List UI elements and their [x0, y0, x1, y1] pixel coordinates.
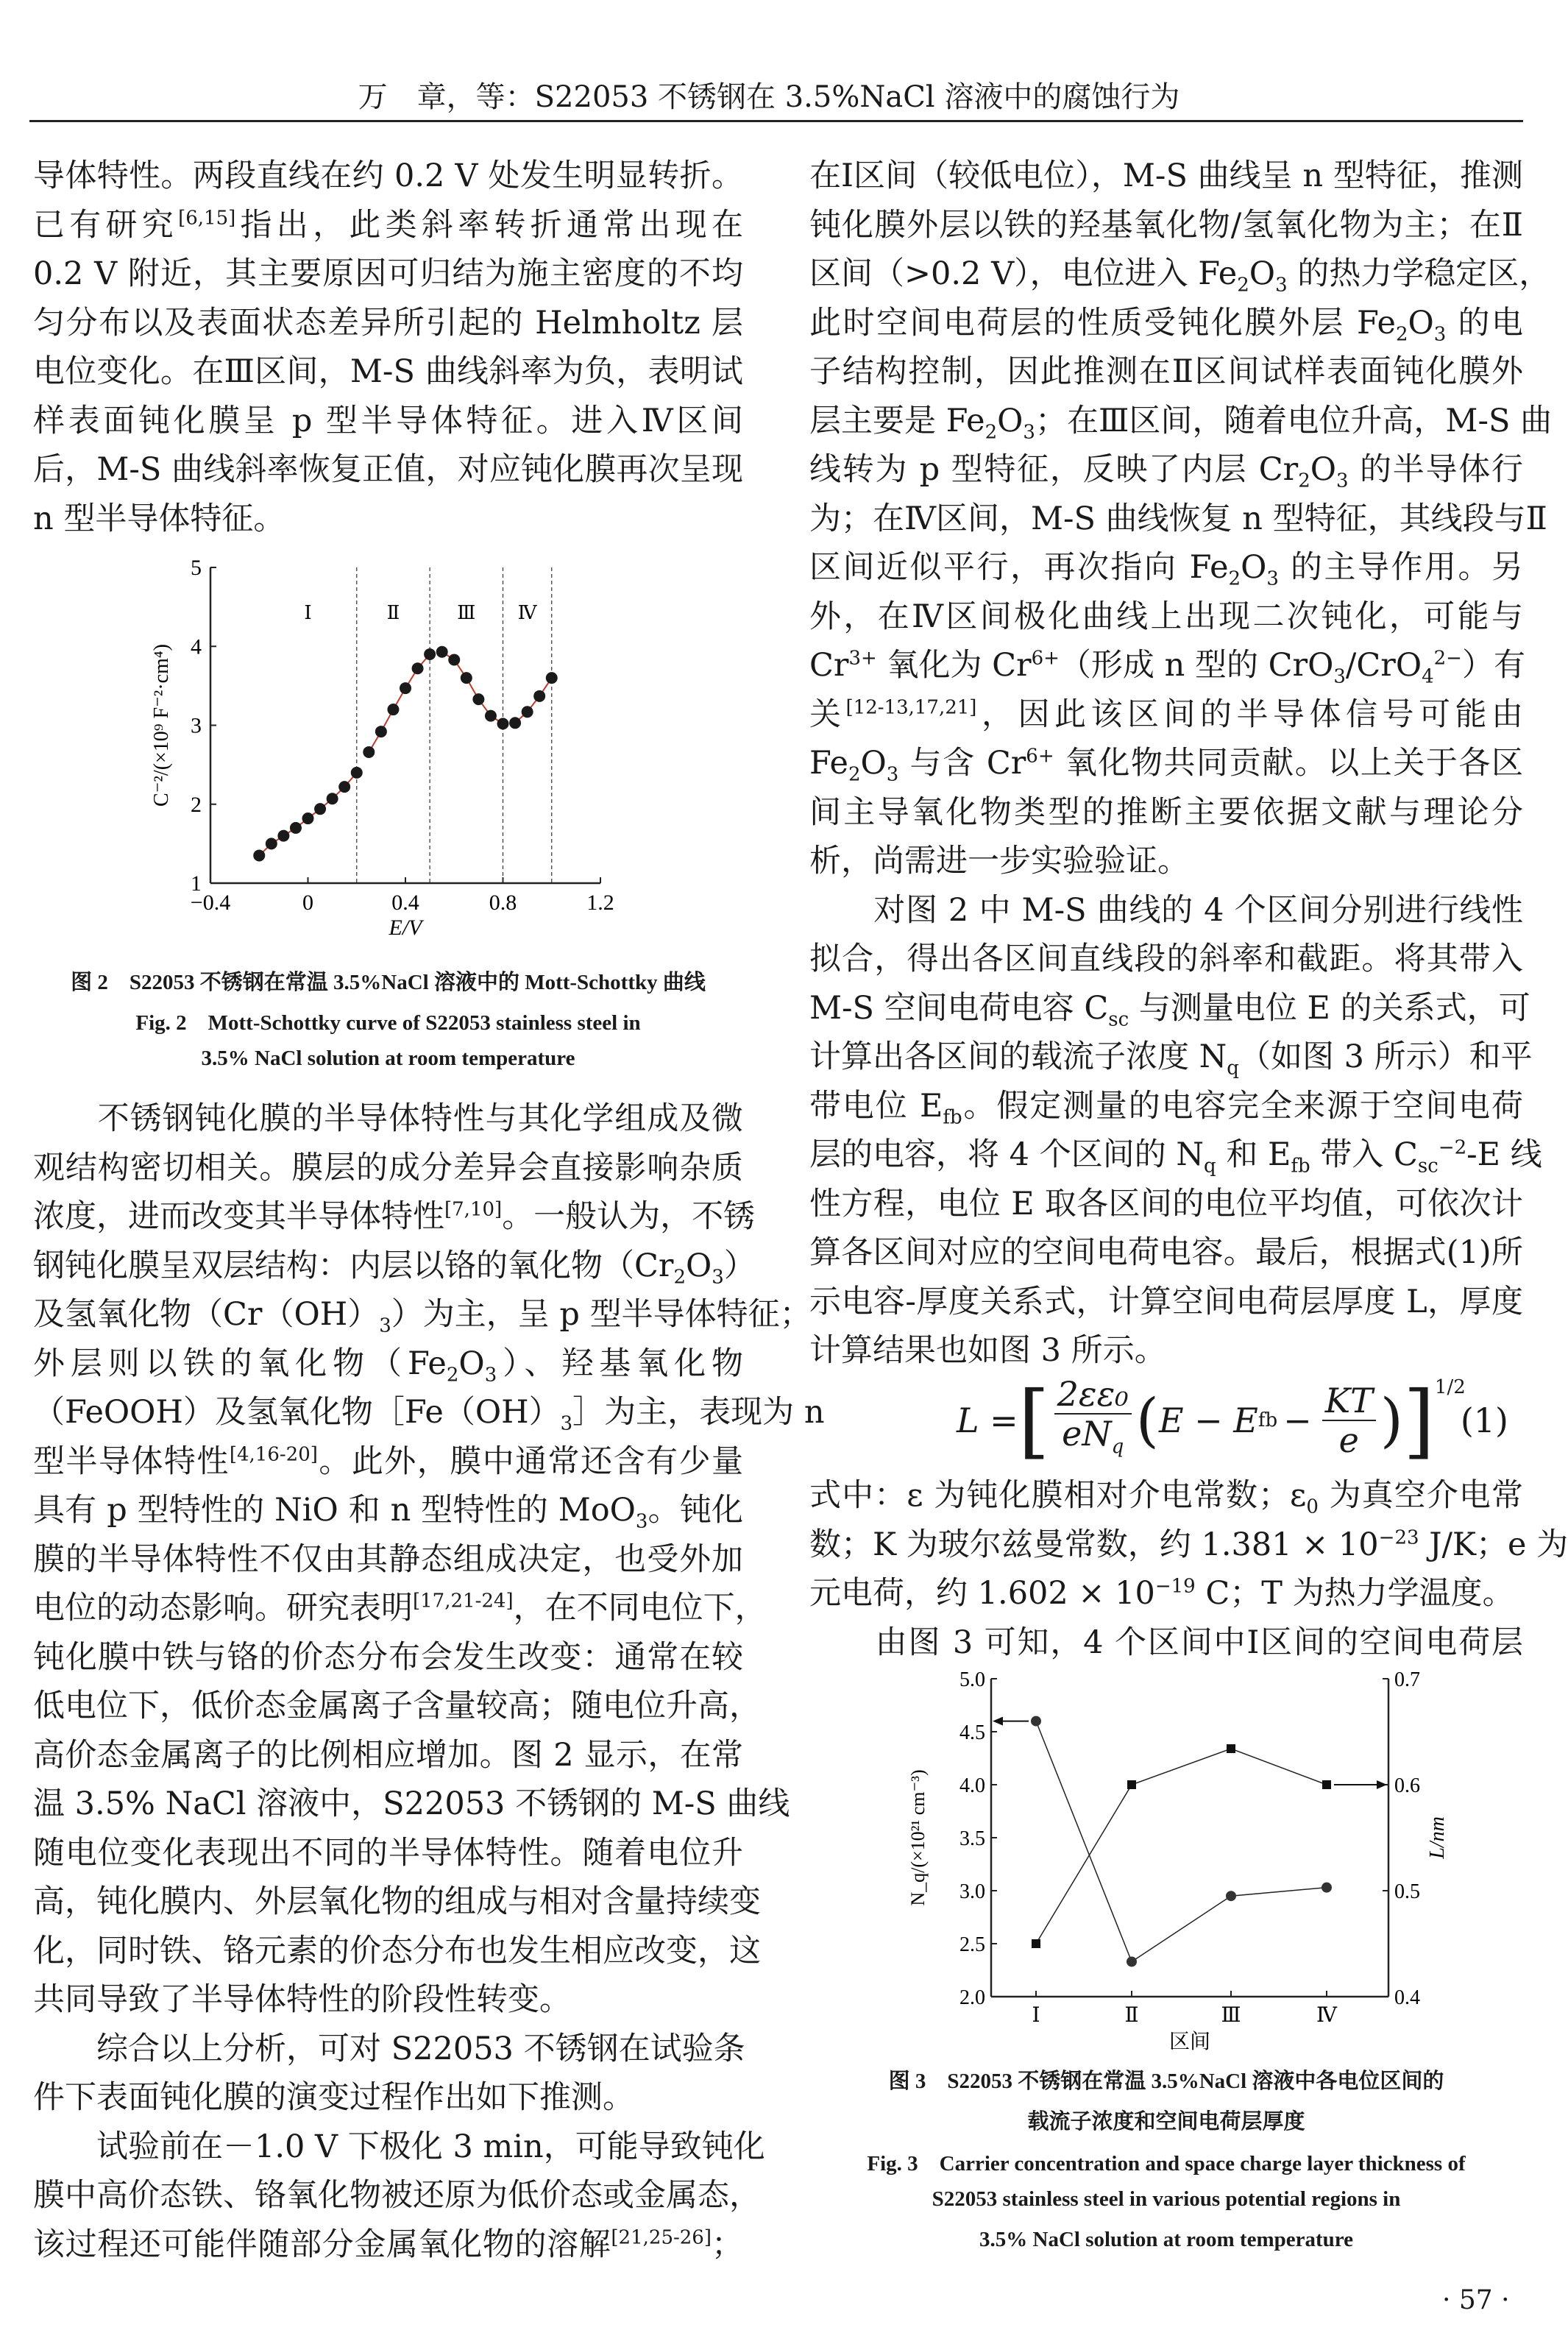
text-line: 间主导氧化物类型的推断主要依据文献与理论分 — [809, 793, 1523, 831]
data-point — [436, 646, 448, 658]
data-point — [327, 793, 338, 804]
data-point — [448, 654, 460, 665]
eq-exponent: 1/2 — [1434, 1376, 1466, 1398]
text-line: 温 3.5% NaCl 溶液中，S22053 不锈钢的 M-S 曲线 — [33, 1785, 790, 1822]
data-point — [485, 710, 497, 722]
category-label: Ⅰ — [1032, 2004, 1040, 2027]
eq-fraction-2 — [1322, 1381, 1376, 1459]
data-point — [290, 822, 302, 834]
text-line: 件下表面钝化膜的演变过程作出如下推测。 — [33, 2079, 634, 2116]
data-point — [522, 706, 533, 718]
text-line: 样表面钝化膜呈 p 型半导体特征。进入Ⅳ区间 — [33, 402, 743, 439]
x-tick-label: 0.8 — [489, 891, 517, 915]
text-line: 电位的动态影响。研究表明[17,21-24]，在不同电位下， — [33, 1590, 767, 1626]
region-label: Ⅲ — [457, 602, 476, 623]
text-line: 及氢氧化物$(Cr(OH)_3)$为主，呈 p 型半导体特征； — [33, 1296, 812, 1337]
data-point — [472, 693, 484, 705]
series-line-L — [1036, 1749, 1327, 1944]
right-y-axis-label: L/nm — [1426, 1816, 1449, 1859]
text-line: 在Ⅰ区间（较低电位），M-S 曲线呈 n 型特征，推测 — [809, 157, 1523, 194]
fig3-caption-cn-2: 载流子浓度和空间电荷层厚度 — [1027, 2110, 1305, 2134]
text-line: 导体特性。两段直线在约 0.2 V 处发生明显转折。 — [33, 157, 743, 194]
text-line: 计算出各区间的载流子浓度 $N_q$（如图 3 所示）和平 — [809, 1038, 1533, 1080]
text-line: 外，在Ⅳ区间极化曲线上出现二次钝化，可能与 — [809, 598, 1523, 635]
text-line: 子结构控制，因此推测在Ⅱ区间试样表面钝化膜外 — [809, 353, 1523, 390]
text-line: M-S 空间电荷电容 $C_{sc}$ 与测量电位 E 的关系式，可 — [809, 989, 1530, 1031]
left-arrowhead-icon — [993, 1717, 1003, 1726]
text-line: 电位变化。在Ⅲ区间，M-S 曲线斜率为负，表明试 — [33, 353, 743, 390]
text-line: 匀分布以及表面状态差异所引起的 Helmholtz 层 — [33, 304, 743, 341]
text-line: 共同导致了半导体特性的阶段性转变。 — [33, 1981, 571, 2018]
text-line: 观结构密切相关。膜层的成分差异会直接影响杂质 — [33, 1149, 743, 1186]
data-point-L — [1127, 1780, 1136, 1789]
fig2-caption-en-1: Fig. 2 Mott-Schottky curve of S22053 stainless steel in — [135, 1011, 641, 1035]
data-point — [351, 767, 363, 779]
left-column-text-top — [33, 152, 743, 543]
text-line: 对图 2 中 M-S 曲线的 4 个区间分别进行线性 — [809, 891, 1523, 929]
header-divider — [29, 120, 1523, 122]
y-tick-label: 4 — [191, 634, 202, 659]
category-label: Ⅳ — [1316, 2004, 1337, 2027]
category-label: Ⅲ — [1221, 2004, 1241, 2027]
equation-1 — [809, 1373, 1523, 1468]
fig2-caption-en-2: 3.5% NaCl solution at room temperature — [201, 1047, 575, 1070]
text-line: 此时空间电荷层的性质受钝化膜外层 $Fe_2O_3$ 的电 — [809, 304, 1523, 346]
right-arrowhead-icon — [1377, 1780, 1387, 1789]
text-line: 关[12-13,17,21]，因此该区间的半导体信号可能由 — [809, 695, 1524, 733]
data-point — [338, 781, 350, 793]
eq-bracket-close: ] — [1402, 1373, 1435, 1468]
text-line: n 型半导体特征。 — [33, 500, 285, 537]
right-column-text-bottom — [809, 1471, 1568, 1667]
data-point-N_q — [1127, 1956, 1137, 1966]
eq-fraction-1 — [1054, 1375, 1132, 1466]
left-y-tick-label: 5.0 — [959, 1668, 985, 1691]
text-line: 后，M-S 曲线斜率恢复正值，对应钝化膜再次呈现 — [33, 451, 743, 488]
right-y-tick-label: 0.4 — [1394, 1986, 1420, 2009]
text-line: 层主要是 $Fe_2O_3$；在Ⅲ区间，随着电位升高，M-S 曲 — [809, 402, 1553, 444]
figure-2-mott-schottky-chart — [147, 548, 751, 946]
y-axis-label: C⁻²/(×10⁹ F⁻²·cm⁴) — [150, 644, 173, 807]
data-point-L — [1032, 1939, 1040, 1948]
equation-number: (1) — [1460, 1401, 1508, 1440]
data-point — [277, 830, 289, 842]
left-y-tick-label: 4.5 — [959, 1721, 985, 1744]
text-line: 为；在Ⅳ区间，M-S 曲线恢复 n 型特征，其线段与Ⅱ — [809, 500, 1547, 537]
left-y-tick-label: 3.5 — [959, 1827, 985, 1850]
data-point — [302, 813, 314, 824]
text-line: 区间近似平行，再次指向 $Fe_2O_3$ 的主导作用。另 — [809, 549, 1523, 590]
data-point — [375, 726, 387, 737]
text-line: 试验前在－1.0 V 下极化 3 min，可能导致钝化 — [33, 2128, 765, 2165]
text-line: 性方程，电位 E 取各区间的电位平均值，可依次计 — [809, 1185, 1523, 1222]
data-point — [253, 849, 265, 861]
data-point — [387, 704, 399, 715]
eq-kt: KT — [1322, 1381, 1376, 1421]
x-axis-label: E/V — [389, 916, 422, 940]
data-point-N_q — [1031, 1716, 1041, 1727]
data-point — [546, 672, 558, 684]
text-line: 随电位变化表现出不同的半导体特性。随着电位升 — [33, 1834, 743, 1872]
figure-3-carrier-thickness-chart — [883, 1656, 1530, 2068]
fig3-caption-en-3: 3.5% NaCl solution at room temperature — [979, 2228, 1353, 2251]
eq-fb-sub: fb — [1257, 1409, 1278, 1431]
left-y-tick-label: 2.5 — [959, 1933, 985, 1956]
left-y-tick-label: 2.0 — [959, 1986, 985, 2009]
data-point-N_q — [1226, 1891, 1236, 1901]
right-y-tick-label: 0.6 — [1394, 1774, 1420, 1797]
text-line: 低电位下，低价态金属离子含量较高；随电位升高， — [33, 1688, 761, 1724]
data-point-L — [1227, 1744, 1235, 1753]
series-line-N_q — [1036, 1721, 1327, 1962]
text-line: 数；K 为玻尔兹曼常数，约 $1.381 \times 10^{-23}$ J/K；e 为 — [809, 1526, 1568, 1563]
eq-denominator: eN — [1062, 1413, 1112, 1454]
text-line: 线转为 p 型特征，反映了内层 $Cr_2O_3$ 的半导体行 — [809, 451, 1523, 492]
data-point-L — [1322, 1780, 1331, 1789]
text-line: 算各区间对应的空间电荷电容。最后，根据式(1)所 — [809, 1234, 1523, 1271]
eq-minus: − — [1283, 1401, 1312, 1440]
fit-line — [515, 678, 552, 723]
text-line: 由图 3 可知，4 个区间中Ⅰ区间的空间电荷层 — [809, 1624, 1523, 1661]
data-point — [509, 717, 521, 729]
text-line: 式中：ε 为钝化膜相对介电常数；$\varepsilon_0$ 为真空介电常 — [809, 1477, 1523, 1518]
eq-paren-open: ( — [1135, 1386, 1159, 1454]
category-label: Ⅱ — [1124, 2004, 1139, 2027]
eq-numerator: 2εε₀ — [1054, 1375, 1132, 1415]
x-tick-label: 0.4 — [391, 891, 419, 915]
right-column-text-top — [809, 152, 1553, 1376]
data-point — [412, 662, 424, 674]
data-point — [400, 682, 411, 694]
eq-bracket-open: [ — [1018, 1373, 1050, 1468]
data-point — [533, 690, 545, 702]
text-line: $Fe_2O_3$ 与含 $Cr^{6+}$ 氧化物共同贡献。以上关于各区 — [809, 745, 1523, 786]
running-header: 万 章，等：S22053 不锈钢在 3.5%NaCl 溶液中的腐蚀行为 — [358, 80, 1180, 114]
text-line: 该过程还可能伴随部分金属氧化物的溶解[21,25-26]； — [33, 2226, 743, 2263]
text-line: 外层则以铁的氧化物$(Fe_2O_3)$、羟基氧化物 — [33, 1345, 743, 1387]
fig3-caption-en-1: Fig. 3 Carrier concentration and space charge layer thickness of — [867, 2152, 1466, 2176]
text-line: 0.2 V 附近，其主要原因可归结为施主密度的不均 — [33, 255, 743, 292]
text-line: 化，同时铁、铬元素的价态分布也发生相应改变，这 — [33, 1932, 761, 1969]
text-line: $Cr^{3+}$ 氧化为 $Cr^{6+}$（形成 n 型的 CrO$_3$/CrO$_4^{2-}$）有 — [809, 647, 1525, 688]
text-line: 拟合，得出各区间直线段的斜率和截距。将其带入 — [809, 941, 1523, 977]
y-tick-label: 2 — [191, 792, 202, 817]
eq-lhs: L = — [957, 1401, 1018, 1440]
fig3-caption-cn-1: 图 3 S22053 不锈钢在常温 3.5%NaCl 溶液中各电位区间的 — [888, 2070, 1444, 2093]
text-line: 层的电容，将 4 个区间的 $N_q$ 和 $E_{fb}$ 带入 $C_{sc}^{-2}-E$ 线 — [809, 1136, 1542, 1178]
text-line: 综合以上分析，可对 S22053 不锈钢在试验条 — [33, 2030, 745, 2067]
text-line: 膜中高价态铁、铬氧化物被还原为低价态或金属态， — [33, 2177, 761, 2214]
text-line: 带电位 $E_{fb}$。假定测量的电容完全来源于空间电荷 — [809, 1087, 1523, 1129]
eq-paren-close: ) — [1380, 1386, 1403, 1454]
text-line: 钝化膜中铁与铬的价态分布会发生改变：通常在较 — [33, 1638, 743, 1676]
data-point — [363, 746, 375, 758]
text-line: 型半导体特性[4,16-20]。此外，膜中通常还含有少量 — [33, 1442, 744, 1480]
y-tick-label: 1 — [191, 871, 202, 896]
text-line: 已有研究[6,15]指出，此类斜率转折通常出现在 — [33, 206, 744, 244]
eq-den-sub: q — [1111, 1436, 1124, 1459]
right-y-tick-label: 0.7 — [1394, 1668, 1420, 1691]
left-y-axis-label: N_q/(×10²¹ cm⁻³) — [907, 1769, 929, 1906]
text-line: 高价态金属离子的比例相应增加。图 2 显示，在常 — [33, 1736, 743, 1774]
eq-e: e — [1338, 1420, 1359, 1460]
text-line: 计算结果也如图 3 所示。 — [809, 1332, 1166, 1369]
text-line: 钢钝化膜呈双层结构：内层以铬的氧化物$(Cr_2O_3)$ — [33, 1247, 756, 1289]
text-line: 浓度，进而改变其半导体特性[7,10]。一般认为，不锈 — [33, 1198, 756, 1235]
x-tick-label: 1.2 — [586, 891, 614, 915]
x-axis-label: 区间 — [1168, 2031, 1211, 2053]
x-tick-label: −0.4 — [190, 891, 231, 915]
x-tick-label: 0 — [302, 891, 313, 915]
text-line: 具有 p 型特性的 NiO 和 n 型特性的 MoO$_3$。钝化 — [33, 1492, 744, 1533]
data-point — [497, 718, 509, 729]
text-line: 高，钝化膜内、外层氧化物的组成与相对含量持续变 — [33, 1883, 761, 1920]
data-point — [424, 648, 436, 660]
data-point — [314, 803, 326, 815]
data-point — [266, 838, 277, 849]
region-label: Ⅰ — [304, 602, 312, 623]
text-line: 区间（>0.2 V），电位进入 $Fe_2O_3$ 的热力学稳定区， — [809, 255, 1551, 297]
data-point — [461, 672, 472, 684]
left-column-text-bottom — [33, 1094, 825, 2269]
text-line: 析，尚需进一步实验验证。 — [809, 843, 1189, 879]
left-y-tick-label: 4.0 — [959, 1774, 985, 1797]
text-line: （FeOOH）及氢氧化物$[Fe(OH)_3]$为主，表现为 n — [33, 1394, 825, 1435]
text-line: 示电容-厚度关系式，计算空间电荷层厚度 L，厚度 — [809, 1283, 1523, 1320]
region-label: Ⅱ — [386, 602, 400, 623]
text-line: 不锈钢钝化膜的半导体特性与其化学组成及微 — [33, 1100, 743, 1137]
fig2-caption-cn: 图 2 S22053 不锈钢在常温 3.5%NaCl 溶液中的 Mott-Schottky 曲线 — [71, 971, 706, 994]
right-y-tick-label: 0.5 — [1394, 1880, 1420, 1903]
page-number: · 57 · — [1442, 2285, 1510, 2315]
text-line: 钝化膜外层以铁的羟基氧化物/氢氧化物为主；在Ⅱ — [809, 206, 1523, 244]
text-line: 膜的半导体特性不仅由其静态组成决定，也受外加 — [33, 1540, 743, 1578]
y-tick-label: 5 — [191, 556, 202, 580]
region-label: Ⅳ — [517, 602, 537, 623]
left-y-tick-label: 3.0 — [959, 1880, 985, 1903]
y-tick-label: 3 — [191, 713, 202, 738]
eq-e-term: E − E — [1158, 1401, 1258, 1440]
fig3-caption-en-2: S22053 stainless steel in various potential regions in — [932, 2187, 1401, 2211]
data-point-N_q — [1322, 1883, 1332, 1893]
text-line: 元电荷，约 $1.602 \times 10^{-19}$ C；T 为热力学温度。 — [809, 1575, 1514, 1612]
